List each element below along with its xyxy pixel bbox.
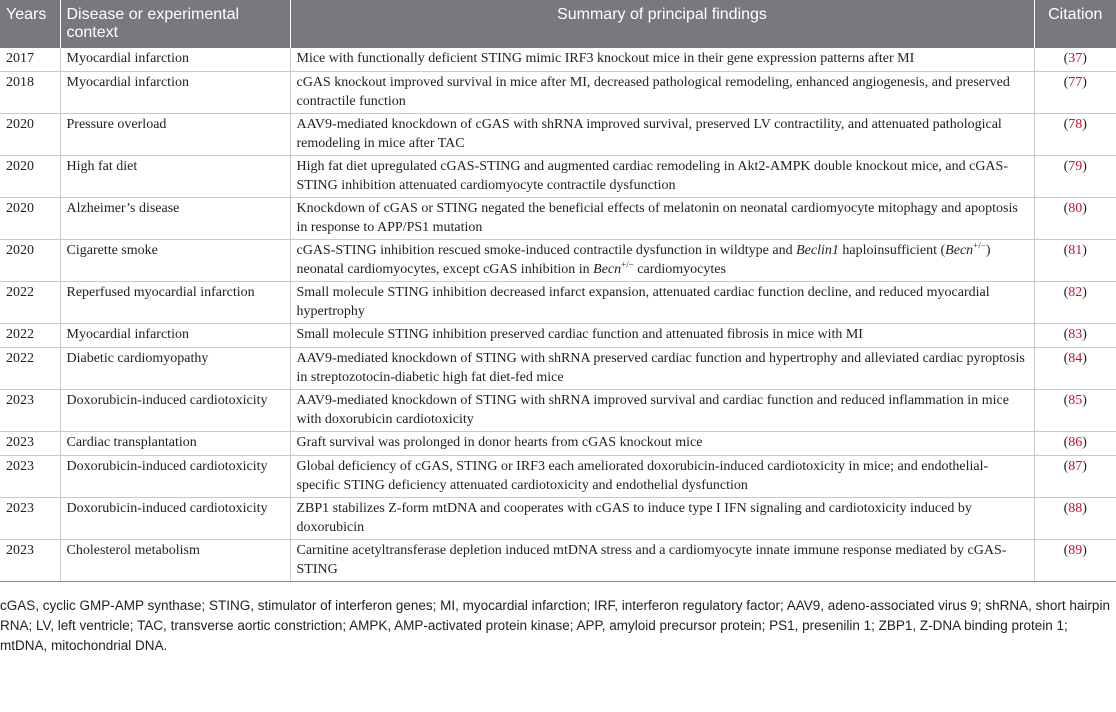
- context-cell: Cigarette smoke: [60, 240, 290, 282]
- context-cell: Diabetic cardiomyopathy: [60, 348, 290, 390]
- year-cell: 2022: [0, 348, 60, 390]
- context-cell: Alzheimer’s disease: [60, 198, 290, 240]
- summary-cell: Knockdown of cGAS or STING negated the beneficial effects of melatonin on neonatal cardiomyocyte mitophagy and apoptosis in response to APP/PS1 mutation: [290, 198, 1034, 240]
- table-row: [0, 540, 1116, 582]
- citation-cell: (78): [1034, 114, 1116, 156]
- year-cell: 2020: [0, 114, 60, 156]
- year-cell: 2017: [0, 48, 60, 72]
- context-cell: High fat diet: [60, 156, 290, 198]
- genotype-superscript: +/−: [973, 240, 986, 251]
- summary-cell: High fat diet upregulated cGAS-STING and augmented cardiac remodeling in Akt2-AMPK double knockout mice, and cGAS-STING inhibition attenuated cardiomyocyte contractile dysfunction: [290, 156, 1034, 198]
- citation-cell: (80): [1034, 198, 1116, 240]
- context-cell: Reperfused myocardial infarction: [60, 282, 290, 324]
- summary-text: haploinsufficient (: [838, 243, 946, 258]
- table-row: [0, 324, 1116, 348]
- genotype-superscript: +/−: [621, 259, 634, 270]
- summary-text: ) neonatal cardiomyocytes, except cGAS inhibition in: [296, 243, 991, 277]
- citation-link[interactable]: 85: [1068, 393, 1083, 408]
- header-years: Years: [0, 0, 60, 48]
- context-cell: Cardiac transplantation: [60, 432, 290, 456]
- summary-cell: AAV9-mediated knockdown of cGAS with shRNA improved survival, preserved LV contractility, and attenuated pathological remodeling in mice after TAC: [290, 114, 1034, 156]
- gene-name: Becn: [593, 262, 622, 277]
- citation-cell: (86): [1034, 432, 1116, 456]
- year-cell: 2020: [0, 156, 60, 198]
- citation-link[interactable]: 84: [1068, 351, 1083, 366]
- summary-cell: Graft survival was prolonged in donor hearts from cGAS knockout mice: [290, 432, 1034, 456]
- header-citation: Citation: [1034, 0, 1116, 48]
- citation-cell: (84): [1034, 348, 1116, 390]
- gene-name: Beclin1: [796, 243, 839, 258]
- citation-link[interactable]: 83: [1068, 327, 1083, 342]
- header-context: Disease or experimental context: [60, 0, 290, 48]
- table-row: [0, 432, 1116, 456]
- summary-cell: AAV9-mediated knockdown of STING with shRNA preserved cardiac function and hypertrophy and alleviated cardiac pyroptosis in streptozotocin-diabetic high fat diet-fed mice: [290, 348, 1034, 390]
- table-row: [0, 498, 1116, 540]
- context-cell: Cholesterol metabolism: [60, 540, 290, 582]
- citation-cell: (88): [1034, 498, 1116, 540]
- context-cell: Doxorubicin-induced cardiotoxicity: [60, 498, 290, 540]
- citation-cell: (81): [1034, 240, 1116, 282]
- context-cell: Pressure overload: [60, 114, 290, 156]
- year-cell: 2022: [0, 324, 60, 348]
- table-row: [0, 390, 1116, 432]
- year-cell: 2023: [0, 498, 60, 540]
- year-cell: 2018: [0, 72, 60, 114]
- citation-cell: (89): [1034, 540, 1116, 582]
- citation-link[interactable]: 79: [1068, 159, 1083, 174]
- year-cell: 2020: [0, 240, 60, 282]
- summary-cell: Mice with functionally deficient STING mimic IRF3 knockout mice in their gene expression patterns after MI: [290, 48, 1034, 72]
- context-cell: Myocardial infarction: [60, 48, 290, 72]
- table-body: [0, 48, 1116, 582]
- summary-cell: ZBP1 stabilizes Z-form mtDNA and cooperates with cGAS to induce type I IFN signaling and cardiotoxicity induced by doxorubicin: [290, 498, 1034, 540]
- table-row: [0, 156, 1116, 198]
- citation-link[interactable]: 82: [1068, 285, 1083, 300]
- citation-link[interactable]: 37: [1068, 51, 1083, 66]
- table-row: [0, 48, 1116, 72]
- citation-cell: (77): [1034, 72, 1116, 114]
- year-cell: 2020: [0, 198, 60, 240]
- citation-cell: (83): [1034, 324, 1116, 348]
- year-cell: 2023: [0, 432, 60, 456]
- table-row: [0, 198, 1116, 240]
- table-row: [0, 348, 1116, 390]
- year-cell: 2023: [0, 390, 60, 432]
- citation-cell: (87): [1034, 456, 1116, 498]
- table-row: [0, 240, 1116, 282]
- context-cell: Doxorubicin-induced cardiotoxicity: [60, 456, 290, 498]
- citation-link[interactable]: 88: [1068, 501, 1083, 516]
- citation-cell: (37): [1034, 48, 1116, 72]
- summary-cell: cGAS knockout improved survival in mice after MI, decreased pathological remodeling, enhanced angiogenesis, and preserved contractile function: [290, 72, 1034, 114]
- context-cell: Myocardial infarction: [60, 324, 290, 348]
- citation-cell: (79): [1034, 156, 1116, 198]
- citation-link[interactable]: 80: [1068, 201, 1083, 216]
- gene-name: Becn: [945, 243, 974, 258]
- year-cell: 2022: [0, 282, 60, 324]
- citation-link[interactable]: 89: [1068, 543, 1083, 558]
- table-row: [0, 114, 1116, 156]
- citation-cell: (85): [1034, 390, 1116, 432]
- summary-text: cardiomyocytes: [633, 262, 726, 277]
- summary-cell: Carnitine acetyltransferase depletion induced mtDNA stress and a cardiomyocyte innate immune response mediated by cGAS-STING: [290, 540, 1034, 582]
- header-summary: Summary of principal findings: [290, 0, 1034, 48]
- table-row: [0, 456, 1116, 498]
- summary-cell: [290, 240, 1034, 282]
- header-row: [0, 0, 1116, 48]
- context-cell: Myocardial infarction: [60, 72, 290, 114]
- citation-cell: (82): [1034, 282, 1116, 324]
- summary-cell: Small molecule STING inhibition preserved cardiac function and attenuated fibrosis in mice with MI: [290, 324, 1034, 348]
- citation-link[interactable]: 87: [1068, 459, 1083, 474]
- year-cell: 2023: [0, 540, 60, 582]
- summary-cell: AAV9-mediated knockdown of STING with shRNA improved survival and cardiac function and reduced inflammation in mice with doxorubicin cardiotoxicity: [290, 390, 1034, 432]
- table-row: [0, 72, 1116, 114]
- citation-link[interactable]: 81: [1068, 243, 1083, 258]
- citation-link[interactable]: 78: [1068, 117, 1083, 132]
- summary-cell: Small molecule STING inhibition decreased infarct expansion, attenuated cardiac function decline, and reduced myocardial hypertrophy: [290, 282, 1034, 324]
- table-row: [0, 282, 1116, 324]
- table-footnote: cGAS, cyclic GMP-AMP synthase; STING, stimulator of interferon genes; MI, myocardial infarction; IRF, interferon regulatory factor; AAV9, adeno-associated virus 9; shRNA, short hairpin RNA; LV, left ventricle; TAC, transverse aortic constriction; AMPK, AMP-activated protein kinase; APP, amyloid precursor protein; PS1, presenilin 1; ZBP1, Z-DNA binding protein 1; mtDNA, mitochondrial DNA.: [0, 598, 1110, 653]
- context-cell: Doxorubicin-induced cardiotoxicity: [60, 390, 290, 432]
- year-cell: 2023: [0, 456, 60, 498]
- citation-link[interactable]: 77: [1068, 75, 1083, 90]
- summary-cell: Global deficiency of cGAS, STING or IRF3 each ameliorated doxorubicin-induced cardiotoxicity in mice; and endothelial-specific STING deficiency attenuated cardiotoxicity and endothelial dysfunction: [290, 456, 1034, 498]
- summary-text: cGAS-STING inhibition rescued smoke-induced contractile dysfunction in wildtype and: [296, 243, 797, 258]
- citation-link[interactable]: 86: [1068, 435, 1083, 450]
